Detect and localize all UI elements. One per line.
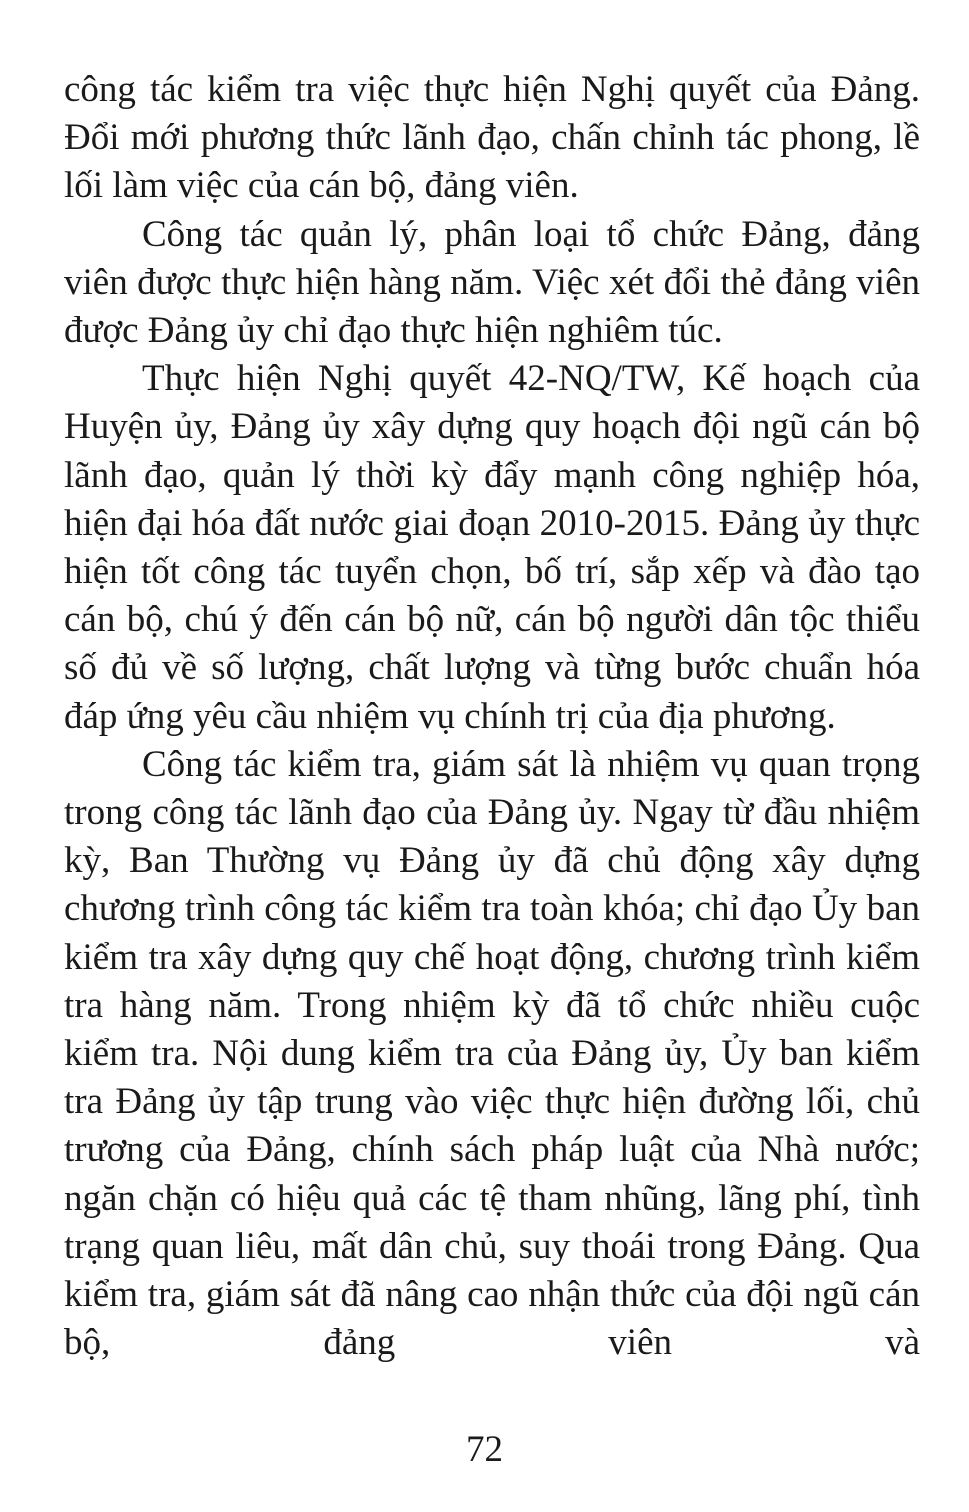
paragraph-1: công tác kiểm tra việc thực hiện Nghị quyết của Đảng. Đổi mới phương thức lãnh đạo, chấn chỉnh tác phong, lề lối làm việc của cán bộ, đảng viên.	[64, 69, 920, 207]
paragraph-2: Công tác quản lý, phân loại tổ chức Đảng, đảng viên được thực hiện hàng năm. Việc xét đổi thẻ đảng viên được Đảng ủy chỉ đạo thực hiện nghiêm túc.	[64, 213, 920, 352]
paragraph-3: Thực hiện Nghị quyết 42-NQ/TW, Kế hoạch của Huyện ủy, Đảng ủy xây dựng quy hoạch đội ngũ cán bộ lãnh đạo, quản lý thời kỳ đẩy mạnh công nghiệp hóa, hiện đại hóa đất nước giai đoạn 2010-2015. Đảng ủy thực hiện tốt công tác tuyển chọn, bố trí, sắp xếp và đào tạo cán bộ, chú ý đến cán bộ nữ, cán bộ người dân tộc thiểu số đủ về số lượng, chất lượng và từng bước chuẩn hóa đáp ứng yêu cầu nhiệm vụ chính trị của địa phương.	[64, 358, 920, 737]
page-number: 72	[466, 1429, 503, 1470]
page-body	[64, 66, 920, 1367]
paragraph-4: Công tác kiểm tra, giám sát là nhiệm vụ quan trọng trong công tác lãnh đạo của Đảng ủy. Ngay từ đầu nhiệm kỳ, Ban Thường vụ Đảng ủy đã chủ động xây dựng chương trình công tác kiểm tra toàn khóa; chỉ đạo Ủy ban kiểm tra xây dựng quy chế hoạt động, chương trình kiểm tra hàng năm. Trong nhiệm kỳ đã tổ chức nhiều cuộc kiểm tra. Nội dung kiểm tra của Đảng ủy, Ủy ban kiểm tra Đảng ủy tập trung vào việc thực hiện đường lối, chủ trương của Đảng, chính sách pháp luật của Nhà nước; ngăn chặn có hiệu quả các tệ tham nhũng, lãng phí, tình trạng quan liêu, mất dân chủ, suy thoái trong Đảng. Qua kiểm tra, giám sát đã nâng cao nhận thức của đội ngũ cán bộ, đảng viên và	[64, 743, 920, 1364]
